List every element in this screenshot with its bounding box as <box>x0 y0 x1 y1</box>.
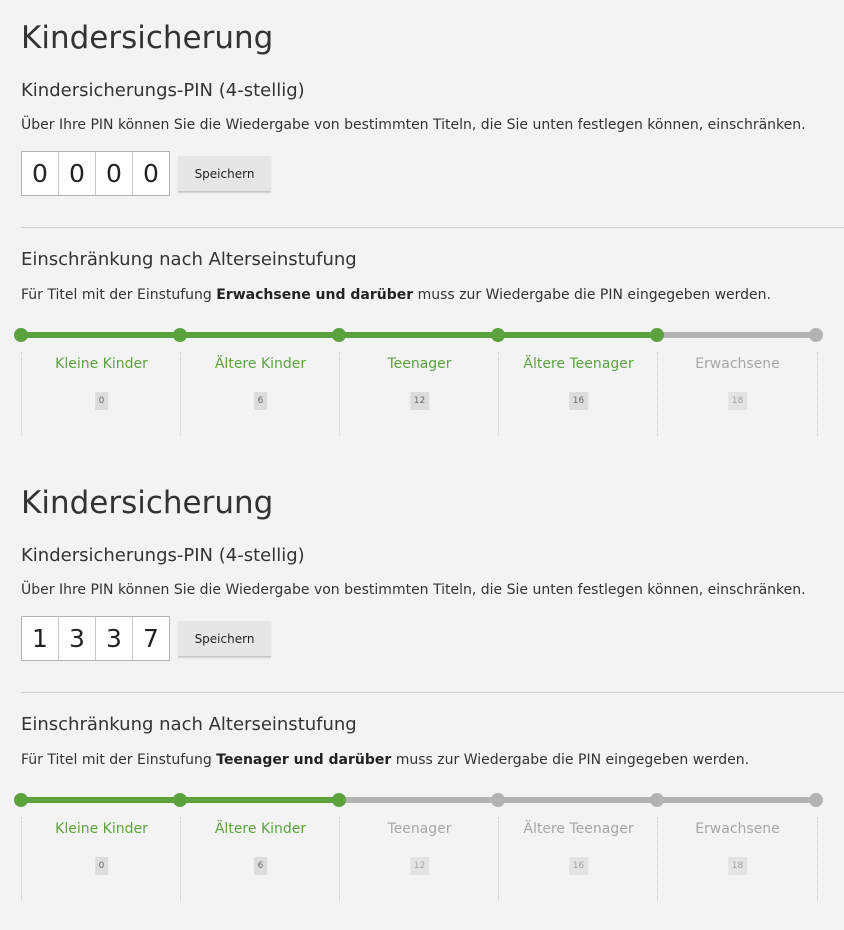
age-badge: 6 <box>254 392 268 410</box>
age-level-label: Kleine Kinder <box>55 821 148 837</box>
age-level-option[interactable] <box>21 817 181 901</box>
slider-stop-handle[interactable] <box>809 793 823 807</box>
pin-heading: Kindersicherungs-PIN (4-stellig) <box>21 545 305 566</box>
slider-track-segment <box>498 332 657 338</box>
age-desc-prefix: Für Titel mit der Einstufung <box>21 752 217 768</box>
slider-stop-handle[interactable] <box>491 328 505 342</box>
age-level-label: Kleine Kinder <box>55 356 148 372</box>
age-rating-columns <box>21 817 817 901</box>
pin-input-group <box>21 151 170 196</box>
pin-digit-input[interactable]: 0 <box>22 152 59 195</box>
age-level-option[interactable] <box>657 352 818 436</box>
section-divider <box>21 227 844 228</box>
age-level-option[interactable] <box>21 352 181 436</box>
age-badge: 12 <box>410 392 429 410</box>
age-rating-slider[interactable] <box>0 325 844 345</box>
age-level-option[interactable] <box>339 352 499 436</box>
pin-description: Über Ihre PIN können Sie die Wiedergabe von bestimmten Titeln, die Sie unten festlegen können, einschränken. <box>21 117 806 133</box>
slider-stop-handle[interactable] <box>14 328 28 342</box>
age-level-label: Teenager <box>387 356 452 372</box>
age-level-option[interactable] <box>498 817 658 901</box>
age-rating-columns <box>21 352 817 436</box>
age-desc-level: Teenager und darüber <box>216 752 392 768</box>
age-badge: 12 <box>410 857 429 875</box>
age-level-option[interactable] <box>180 817 340 901</box>
slider-track-segment <box>180 797 339 803</box>
age-badge: 6 <box>254 857 268 875</box>
slider-track-segment <box>498 797 657 803</box>
age-badge: 18 <box>728 392 747 410</box>
age-level-label: Erwachsene <box>695 356 780 372</box>
slider-track-segment <box>339 332 498 338</box>
age-badge: 16 <box>569 392 588 410</box>
age-badge: 0 <box>95 857 109 875</box>
slider-track-segment <box>21 332 180 338</box>
page-title: Kindersicherung <box>21 20 274 56</box>
age-rating-slider[interactable] <box>0 790 844 810</box>
slider-stop-handle[interactable] <box>173 328 187 342</box>
age-restriction-description <box>21 752 749 768</box>
age-desc-prefix: Für Titel mit der Einstufung <box>21 287 217 303</box>
slider-track-segment <box>657 332 816 338</box>
slider-track-segment <box>180 332 339 338</box>
age-desc-suffix: muss zur Wiedergabe die PIN eingegeben werden. <box>413 287 771 303</box>
slider-stop-handle[interactable] <box>650 793 664 807</box>
age-desc-level: Erwachsene und darüber <box>216 287 414 303</box>
age-level-label: Erwachsene <box>695 821 780 837</box>
slider-stop-handle[interactable] <box>650 328 664 342</box>
age-restriction-heading: Einschränkung nach Alterseinstufung <box>21 249 357 270</box>
slider-stop-handle[interactable] <box>173 793 187 807</box>
age-restriction-description <box>21 287 771 303</box>
age-level-label: Ältere Teenager <box>523 356 634 372</box>
save-button[interactable]: Speichern <box>178 621 271 657</box>
page-title: Kindersicherung <box>21 485 274 521</box>
age-level-option[interactable] <box>498 352 658 436</box>
slider-stop-handle[interactable] <box>809 328 823 342</box>
pin-description: Über Ihre PIN können Sie die Wiedergabe von bestimmten Titeln, die Sie unten festlegen können, einschränken. <box>21 582 806 598</box>
age-level-label: Teenager <box>387 821 452 837</box>
age-level-option[interactable] <box>339 817 499 901</box>
pin-digit-input[interactable]: 0 <box>59 152 96 195</box>
section-divider <box>21 692 844 693</box>
slider-track-segment <box>657 797 816 803</box>
slider-track-segment <box>339 797 498 803</box>
pin-digit-input[interactable]: 7 <box>143 624 159 653</box>
slider-stop-handle[interactable] <box>332 328 346 342</box>
pin-input-group <box>21 616 170 661</box>
age-badge: 16 <box>569 857 588 875</box>
age-level-label: Ältere Kinder <box>214 821 307 837</box>
slider-stop-handle[interactable] <box>491 793 505 807</box>
pin-digit-input[interactable]: 3 <box>59 617 96 660</box>
age-restriction-heading: Einschränkung nach Alterseinstufung <box>21 714 357 735</box>
age-level-option[interactable] <box>180 352 340 436</box>
slider-track-segment <box>21 797 180 803</box>
age-level-label: Ältere Kinder <box>214 356 307 372</box>
pin-digit-input[interactable]: 3 <box>96 617 133 660</box>
pin-digit-input[interactable]: 0 <box>96 152 133 195</box>
parental-controls-panel <box>0 465 844 930</box>
pin-heading: Kindersicherungs-PIN (4-stellig) <box>21 80 305 101</box>
age-level-label: Ältere Teenager <box>523 821 634 837</box>
age-badge: 0 <box>95 392 109 410</box>
pin-digit-input[interactable]: 1 <box>22 617 59 660</box>
save-button[interactable]: Speichern <box>178 156 271 192</box>
pin-digit-input[interactable]: 0 <box>143 159 159 188</box>
age-level-option[interactable] <box>657 817 818 901</box>
age-desc-suffix: muss zur Wiedergabe die PIN eingegeben werden. <box>391 752 750 768</box>
slider-stop-handle[interactable] <box>332 793 346 807</box>
age-badge: 18 <box>728 857 747 875</box>
slider-stop-handle[interactable] <box>14 793 28 807</box>
